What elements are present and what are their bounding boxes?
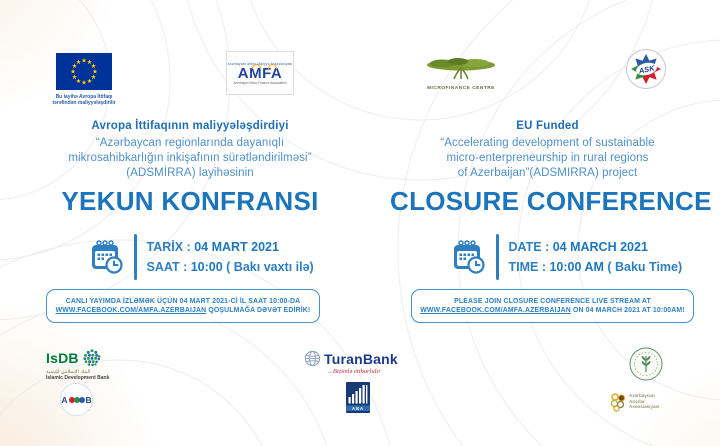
right-date-value: 04 MARCH 2021	[552, 240, 648, 254]
right-cta-line1	[454, 297, 651, 307]
microfinance-centre-caption: MICROFINANCE CENTRE	[427, 86, 495, 91]
eu-caption-line2: tərəfindən maliyyələşdirilir	[52, 100, 116, 106]
right-time-line	[509, 257, 683, 277]
turanbank-logo	[304, 350, 414, 375]
beekeepers-line3: Assosiasiyası	[629, 404, 660, 410]
right-time-value: 10:00 AM	[549, 260, 604, 274]
right-datetime-text	[509, 237, 683, 277]
asqb-logo	[60, 383, 93, 416]
left-project-line2: mikrosahibkarlığın inkişafının sürətləndirilməsi”	[68, 152, 312, 164]
isdb-logo-row	[46, 348, 122, 368]
right-project-line2: micro-enterpreneurship in rural regions	[446, 152, 649, 164]
datetime-divider	[134, 234, 137, 280]
agrarian-seal-logo	[628, 346, 664, 387]
calendar-clock-icon	[450, 239, 486, 275]
aba-logo-letters: ABA	[351, 405, 365, 411]
asqb-letter-b: B	[85, 394, 92, 405]
left-time-label: SAAT :	[146, 260, 191, 274]
beekeepers-line2: Arıçılar	[629, 398, 645, 404]
right-date-label: DATE :	[508, 240, 553, 254]
left-datetime-text	[147, 237, 314, 277]
right-cta-line2	[420, 306, 685, 316]
ask-logo	[626, 49, 666, 89]
left-date-line	[147, 237, 314, 257]
right-facebook-link[interactable]: WWW.FACEBOOK.COM/AMFA.AZERBAIJAN	[420, 307, 571, 314]
left-facebook-link[interactable]: WWW.FACEBOOK.COM/AMFA.AZERBAIJAN	[55, 307, 207, 314]
right-project-line3: of Azerbaijan”(ADSMIRRA) project	[457, 167, 638, 179]
asqb-letter-a: A	[61, 394, 68, 405]
left-time-suffix: ( Bakı vaxtı ilə)	[222, 260, 314, 274]
eu-caption-line1: Bu layihə Avropa İttifaqı	[55, 94, 113, 100]
beekeepers-caption	[629, 393, 659, 410]
amfa-figure-icon	[268, 64, 277, 69]
left-project-line3: (ADSMİRRA) layihəsinin	[126, 167, 254, 179]
right-funded-line: EU Funded	[516, 120, 579, 132]
left-cta-line1: CANLI YAYIMDA İZLƏMƏK ÜÇÜN 04 MART 2021-Cİ İL SAAT 10:00-DA	[65, 297, 301, 305]
amfa-logo	[226, 51, 294, 95]
right-project-line1: “Accelerating development of sustainable	[440, 137, 655, 149]
amfa-figure-icon	[252, 64, 261, 69]
left-livestream-box	[46, 289, 320, 323]
left-cta-line2	[56, 306, 311, 316]
turanbank-slogan: ...Bizimlə etibarlıdır	[328, 368, 381, 375]
right-datetime-block	[450, 234, 682, 280]
isdb-logo	[46, 348, 122, 381]
turanbank-globe-icon	[304, 350, 321, 367]
right-cta-pre: PLEASE JOIN	[454, 297, 504, 305]
eu-flag-logo	[56, 53, 112, 90]
left-funded-line: Avropa İttifaqının maliyyələşdirdiyi	[91, 120, 289, 132]
amfa-logo-letters: AMFA	[237, 64, 283, 82]
right-time-suffix: ( Baku Time)	[603, 260, 683, 274]
left-time-value: 10:00	[190, 260, 223, 274]
left-datetime-block	[88, 234, 314, 280]
right-project-name	[390, 136, 705, 181]
calendar-clock-icon	[88, 239, 124, 275]
plant-seal-icon	[628, 346, 664, 382]
right-time-label: TIME :	[508, 260, 550, 274]
honeycomb-circles-icon	[610, 393, 626, 412]
turanbank-wordmark: TuranBank	[324, 350, 398, 367]
aba-logo	[346, 382, 370, 418]
aba-columns-icon	[346, 382, 370, 413]
left-time-line	[147, 257, 314, 277]
left-title: YEKUN KONFRANSI	[61, 186, 319, 216]
left-project-line1: “Azərbaycan regionlarında dayanıqlı	[95, 137, 285, 149]
amfa-logo-wordmark	[238, 66, 283, 81]
left-cta-line2-rest: QOŞULMAĞA DƏVƏT EDİRİK!	[206, 307, 311, 314]
datetime-divider	[496, 234, 499, 280]
ask-logo-letters: ASK	[634, 61, 657, 77]
beekeepers-logo	[610, 393, 659, 412]
left-date-value: 04 MART 2021	[194, 240, 279, 254]
left-project-name	[30, 136, 350, 181]
right-cta-post: LIVE STREAM AT	[590, 297, 651, 305]
amfa-logo-bottom-text: Azerbaijan Micro-Finance Association	[233, 80, 287, 85]
isdb-arabic-text: البنك الإسلامي للتنمية	[46, 369, 91, 375]
isdb-logo-letters: IsDB	[46, 350, 79, 366]
eu-funding-caption	[34, 94, 134, 106]
right-livestream-box	[411, 289, 694, 323]
right-cta-line2-rest: ON 04 MARCH 2021 AT 10:00AM!	[570, 307, 685, 314]
isdb-caption: Islamic Development Bank	[46, 375, 110, 381]
asqb-blue-dot-icon	[79, 397, 85, 403]
beekeepers-line1: Azərbaycan	[629, 393, 655, 398]
amfa-logo-top-text: Azərbaycan Mikro-Maliyyə Assosiasiyası	[227, 61, 293, 66]
right-title: CLOSURE CONFERENCE	[390, 186, 712, 216]
microfinance-centre-logo	[422, 56, 500, 91]
right-cta-conference: CLOSURE CONFERENCE	[503, 297, 590, 305]
eu-flag-icon	[56, 53, 112, 90]
tree-icon	[423, 56, 499, 80]
isdb-globe-icon	[82, 348, 102, 368]
left-date-label: TARİX :	[146, 240, 195, 254]
right-date-line	[509, 237, 683, 257]
turanbank-logo-row	[304, 350, 414, 367]
